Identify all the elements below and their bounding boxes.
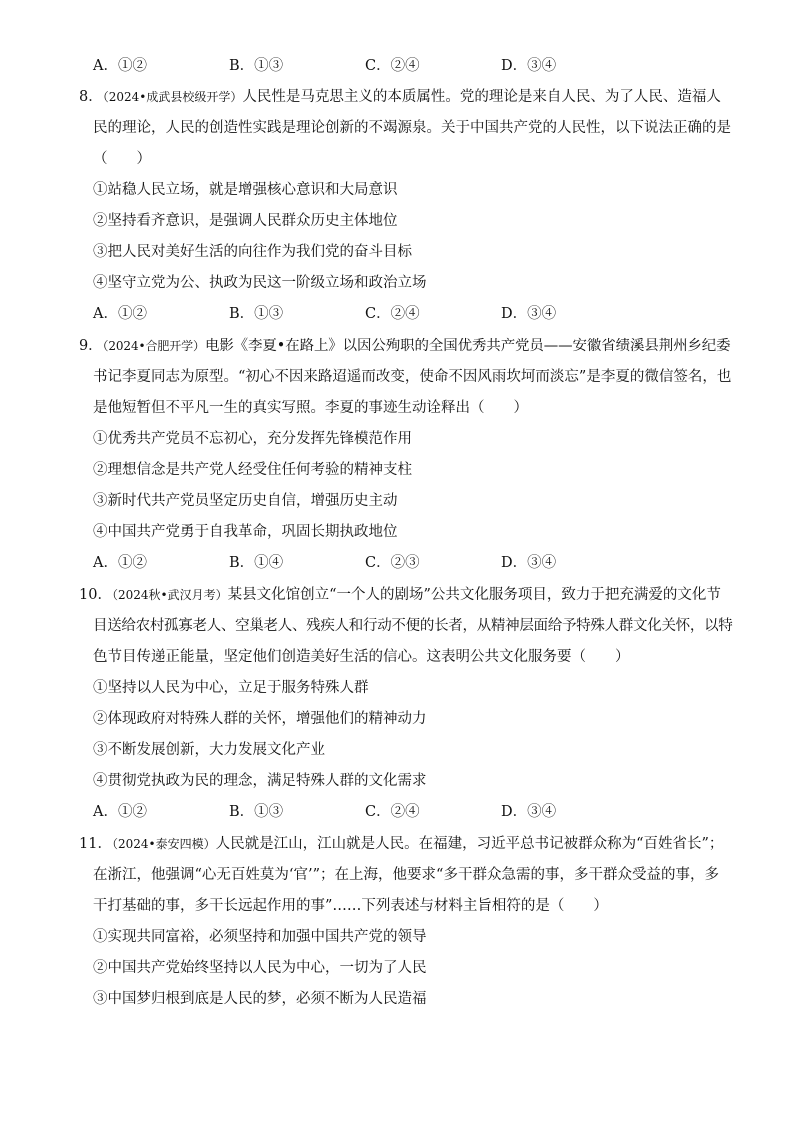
q10-item-3: ③不断发展创新，大力发展文化产业 xyxy=(93,742,325,758)
option-b[interactable]: B．①③ xyxy=(229,58,284,74)
q9-stem-line-2: 书记李夏同志为原型。“初心不因来路迢遥而改变，使命不因风雨坎坷而淡忘”是李夏的微信签名，也 xyxy=(93,369,732,385)
q10-options xyxy=(93,802,613,822)
q8-item-2: ②坚持看齐意识，是强调人民群众历史主体地位 xyxy=(93,213,398,229)
q8-options xyxy=(93,304,613,324)
q8-option-d[interactable]: D．③④ xyxy=(501,306,557,322)
q9-option-a[interactable]: A．①② xyxy=(93,555,147,571)
q8-option-c[interactable]: C．②④ xyxy=(365,306,420,322)
q8-item-1: ①站稳人民立场，就是增强核心意识和大局意识 xyxy=(93,182,398,198)
q9-stem-line-1 xyxy=(79,336,731,356)
q9-number: 9． xyxy=(79,338,103,354)
q9-item-3: ③新时代共产党员坚定历史自信，增强历史主动 xyxy=(93,493,398,509)
q9-option-c[interactable]: C．②③ xyxy=(365,555,420,571)
q11-source: （2024•泰安四模） xyxy=(111,837,216,851)
q9-option-b[interactable]: B．①④ xyxy=(229,555,284,571)
q9-stem-line-3: 是他短暂但不平凡一生的真实写照。李夏的事迹生动诠释出（ ） xyxy=(93,400,528,416)
q10-option-a[interactable]: A．①② xyxy=(93,804,147,820)
q11-number: 11． xyxy=(79,836,112,852)
q8-item-3: ③把人民对美好生活的向往作为我们党的奋斗目标 xyxy=(93,244,412,260)
option-c[interactable]: C．②④ xyxy=(365,58,420,74)
q10-text-1: 某县文化馆创立“一个人的剧场”公共文化服务项目，致力于把充满爱的文化节 xyxy=(227,587,721,603)
q8-number: 8． xyxy=(79,89,103,105)
q9-item-1: ①优秀共产党员不忘初心，充分发挥先锋模范作用 xyxy=(93,431,412,447)
q10-option-c[interactable]: C．②④ xyxy=(365,804,420,820)
q8-text-1: 人民性是马克思主义的本质属性。党的理论是来自人民、为了人民、造福人 xyxy=(242,89,721,105)
q11-stem-line-1 xyxy=(79,834,731,854)
q8-source: （2024•成武县校级开学） xyxy=(102,90,243,104)
option-a[interactable]: A．①② xyxy=(93,58,147,74)
option-d[interactable]: D．③④ xyxy=(501,58,557,74)
q8-stem-line-2: 民的理论，人民的创造性实践是理论创新的不竭源泉。关于中国共产党的人民性，以下说法正确的是 xyxy=(93,120,731,136)
q10-number: 10． xyxy=(79,587,112,603)
q8-item-4: ④坚守立党为公、执政为民这一阶级立场和政治立场 xyxy=(93,275,427,291)
q10-source: （2024秋•武汉月考） xyxy=(111,588,228,602)
q10-item-2: ②体现政府对特殊人群的关怀，增强他们的精神动力 xyxy=(93,711,427,727)
q10-stem-line-3: 色节目传递正能量，坚定他们创造美好生活的信心。这表明公共文化服务要（ ） xyxy=(93,649,630,665)
q11-stem-line-2: 在浙江，他强调“心无百姓莫为‘官’”；在上海，他要求“多干群众急需的事，多干群众受益的事，多 xyxy=(93,867,719,883)
q11-stem-line-3: 干打基础的事，多干长远起作用的事”……下列表述与材料主旨相符的是（ ） xyxy=(93,898,608,914)
q10-option-d[interactable]: D．③④ xyxy=(501,804,557,820)
q8-stem-line-3: （ ） xyxy=(93,151,151,167)
q9-item-4: ④中国共产党勇于自我革命，巩固长期执政地位 xyxy=(93,524,398,540)
q10-item-4: ④贯彻党执政为民的理念，满足特殊人群的文化需求 xyxy=(93,773,427,789)
q8-option-a[interactable]: A．①② xyxy=(93,306,147,322)
q8-stem-line-1 xyxy=(79,87,731,107)
q11-item-3: ③中国梦归根到底是人民的梦，必须不断为人民造福 xyxy=(93,991,427,1007)
q9-text-1: 电影《李夏•在路上》以因公殉职的全国优秀共产党员——安徽省绩溪县荆州乡纪委 xyxy=(204,338,731,354)
q9-item-2: ②理想信念是共产党人经受住任何考验的精神支柱 xyxy=(93,462,412,478)
q10-option-b[interactable]: B．①③ xyxy=(229,804,284,820)
q9-option-d[interactable]: D．③④ xyxy=(501,555,557,571)
q8-option-b[interactable]: B．①③ xyxy=(229,306,284,322)
prev-question-options xyxy=(93,56,613,76)
q9-source: （2024•合肥开学） xyxy=(102,339,205,353)
q11-item-1: ①实现共同富裕，必须坚持和加强中国共产党的领导 xyxy=(93,929,427,945)
q11-text-1: 人民就是江山，江山就是人民。在福建，习近平总书记被群众称为“百姓省长”； xyxy=(215,836,724,852)
q10-item-1: ①坚持以人民为中心，立足于服务特殊人群 xyxy=(93,680,369,696)
q11-item-2: ②中国共产党始终坚持以人民为中心，一切为了人民 xyxy=(93,960,427,976)
q10-stem-line-1 xyxy=(79,585,731,605)
q9-options xyxy=(93,553,613,573)
q10-stem-line-2: 目送给农村孤寡老人、空巢老人、残疾人和行动不便的长者，从精神层面给予特殊人群文化关怀，以特 xyxy=(93,618,733,634)
